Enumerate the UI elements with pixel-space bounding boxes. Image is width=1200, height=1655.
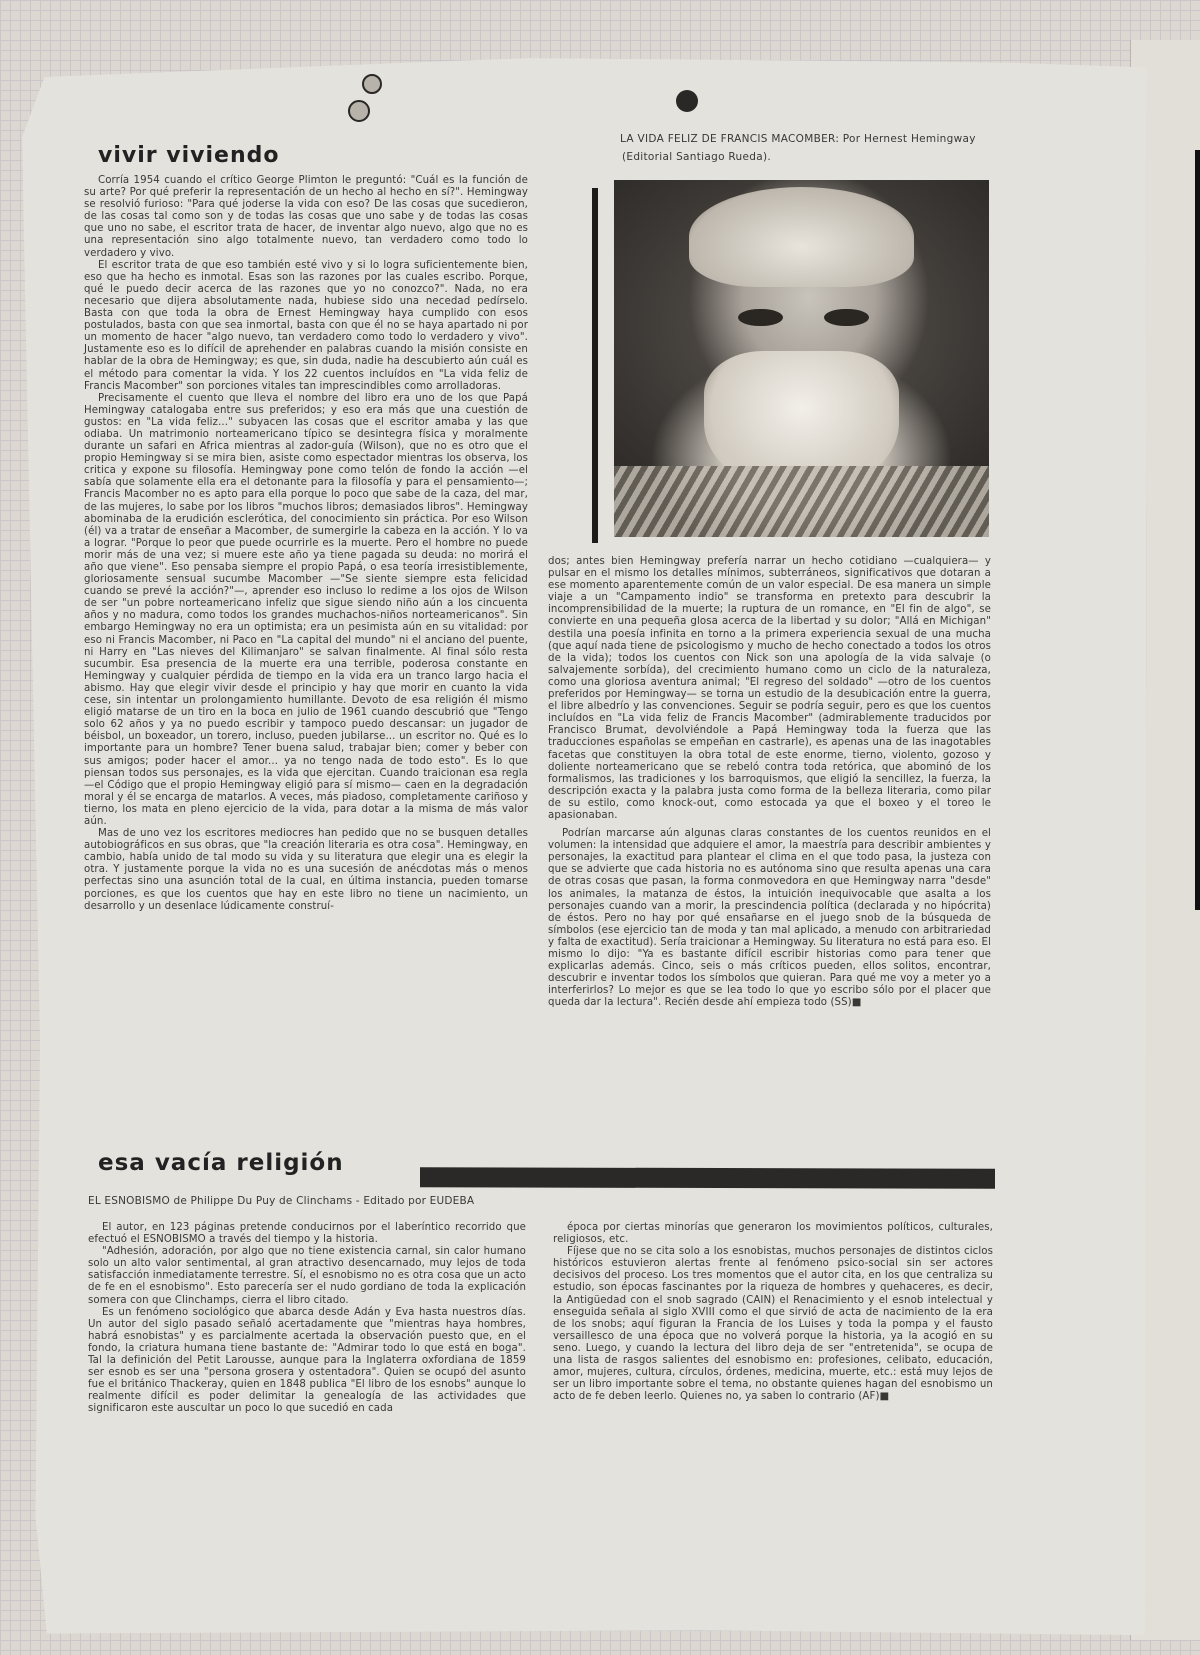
- article1-left-column: [84, 175, 528, 913]
- article1-right-paragraph: Podrían marcarse aún algunas claras constantes de los cuentos reunidos en el volumen: la intensidad que adquiere el amor, la maestría para describir ambientes y personajes, la exactitud para plantear el clima en el que todo pasa, la justeza con que se advierte que cada historia no es autónoma sino que resulta apenas una cara de otras cosas que pasan, la forma conmovedora en que Hemingway narra "desde" los animales, la matanza de éstos, la intuición inequivocable que asalta a los personajes cuando van a morir, la prescindencia política (declarada y no hipócrita) de éstos. Pero no hay por qué ensañarse en el juego snob de la búsqueda de símbolos (ese ejercicio tan de moda y tan mal aplicado, a menudo con arbitrariedad y falta de exactitud). Sería traicionar a Hemingway. Su literatura no está para eso. El mismo lo dijo: "Ya es bastante difícil escribir historias como para tener que explicarlas además. Cinco, seis o más críticos pueden, ellos solitos, encontrar, descubrir e inventar todos los símbolos que quieran. Para qué me voy a meter yo a interferirlos? Lo mejor es que se lea todo lo que yo escribo sólo por el placer que queda dar la lectura". Recién desde ahí empieza todo (SS)■: [548, 828, 991, 1009]
- article2-paragraph: El autor, en 123 páginas pretende conducirnos por el laberíntico recorrido que efectuó el ESNOBISMO a través del tiempo y la historia.: [88, 1222, 526, 1246]
- article1-title: vivir viviendo: [98, 143, 280, 168]
- article2-right-column: [553, 1222, 993, 1403]
- article2-subtitle: EL ESNOBISMO de Philippe Du Puy de Clinchams - Editado por EUDEBA: [88, 1195, 475, 1207]
- punch-hole-top: [362, 74, 382, 94]
- photo-left-eye: [738, 309, 783, 327]
- article1-paragraph: Corría 1954 cuando el crítico George Plimton le preguntó: "Cuál es la función de su arte? Por qué preferir la representación de un hecho al hecho en sí?". Hemingway se resolvió furioso: "Para qué joderse la vida con eso? De las cosas que sucedieron, de las cosas tal como son y de todas las cosas que uno sabe y de todas las cosas que uno no sabe, el escritor trata de hacer, de inventar algo nuevo, algo que no es una representación sino algo totalmente nuevo, tan verdadero como todo lo verdadero y vivo.: [84, 175, 528, 259]
- article1-paragraph: Precisamente el cuento que lleva el nombre del libro era uno de los que Papá Hemingway catalogaba entre sus preferidos; y eso era más que una cuestión de gustos: en "La vida feliz..." subyacen las cosas que el escritor amaba y las que odiaba. Un matrimonio norteamericano típico se desintegra física y moralmente durante un safari en Africa mientras al zador-guía (Wilson), que no es otro que el propio Hemingway si se mira bien, asiste como espectador mientras los observa, los critica y expone su filosofía. Hemingway pone como telón de fondo la acción —el sabía que solamente ella era el detonante para la filosofía y para el pensamiento—; Francis Macomber no es apto para ella porque lo poco que sabe de la caza, del mar, de las mujeres, lo sabe por los libros "muchos libros; demasiados libros". Hemingway abominaba de la erudición esclerótica, del conocimiento sin práctica. Por eso Wilson (él) va a tratar de enseñar a Macomber, de sumergirle la cabeza en la acción. Y lo va a lograr. "Porque lo peor que puede ocurrirle es la muerte. Pero el hombre no puede morir más de una vez; si muere este año ya tiene pagada su deuda: no morirá el año que viene". Eso pensaba siempre el propio Papá, o esa teoría irresistiblemente, gloriosamente sensual sucumbe Macomber —"Se siente siempre esta felicidad cuando se prevé la acción?"—, aprender eso incluso lo redime a los ojos de Wilson de ser "un pobre norteamericano infeliz que sigue siendo niño aún a los cincuenta años y no madura, como todos los grandes muchachos-niños norteamericanos". Sin embargo Hemingway no era un optimista; era un pesimista aún en su vitalidad: por eso ni Francis Macomber, ni Paco en "La capital del mundo" ni el anciano del puente, ni Harry en "Las nieves del Kilimanjaro" se salvan finalmente. Al final sólo resta sucumbir. Esa presencia de la muerte era una terrible, poderosa constante en Hemingway y cualquier pérdida de tiempo en la vida era un tranco largo hacia el abismo. Hay que elegir vivir desde el principio y hay que morir en cuanto la vida cese, sin intentar un prolongamiento humillante. Devoto de esa religión él mismo eligió matarse de un tiro en la boca en julio de 1961 cuando descubrió que "Tengo solo 62 años y ya no puedo escribir y tampoco puedo descansar: un jugador de béisbol, un boxeador, un torero, incluso, pueden jubilarse... un escritor no. Qué es lo importante para un hombre? Tener buena salud, trabajar bien; comer y beber con sus amigos; poder hacer el amor... ya no tengo nada de todo esto". Es lo que piensan todos sus personajes, es la vida que ejercitan. Cuando traicionan esa regla —el Código que el propio Hemingway eligió para sí mismo— caen en la degradación moral y él se encarga de matarlos. A veces, más piadoso, completamente cariñoso y tierno, los mata en pleno ejercicio de la vida, para dotar a la misma de más valor aún.: [84, 392, 528, 827]
- photo-right-eye: [824, 309, 869, 327]
- photo-sweater: [614, 466, 989, 537]
- article1-paragraph: El escritor trata de que eso también esté vivo y si lo logra suficientemente bien, eso que ha hecho es inmotal. Esas son las razones por las cuales escribo. Porque, qué le puedo decir acerca de las razones que yo no conozco?". Nada, no era necesario que dijera absolutamente nada, hubiese sido una necedad pedírselo. Basta con que toda la obra de Ernest Hemingway haya cumplido con esos postulados, basta con que sea inmortal, basta con que él no se haya apartado ni por un momento de hacer "algo nuevo, tan verdadero como todo lo verdadero y vivo". Justamente eso es lo difícil de aprehender en palabras cuando la misión consiste en hablar de la obra de Hemingway; es que, sin duda, nadie ha descubierto aún cuál es el método para comentar la vida. Y los 22 cuentos incluídos en "La vida feliz de Francis Macomber" son porciones vitales tan imprescindibles como arrolladoras.: [84, 259, 528, 392]
- article2-right-paragraph: época por ciertas minorías que generaron los movimientos políticos, culturales, religiosos, etc.: [553, 1222, 993, 1246]
- punch-hole-middle: [348, 100, 370, 122]
- article2-paragraph: Es un fenómeno sociológico que abarca desde Adán y Eva hasta nuestros días. Un autor del siglo pasado señaló acertadamente que "mientras haya hombres, habrá esnobistas" y es parcialmente acertada la observación puesto que, en el fondo, la criatura humana tiene bastante de: "Admirar todo lo que está en boga". Tal la definición del Petit Larousse, aunque para la Inglaterra oxfordiana de 1859 ser esnob es ser una "persona grosera y ostentadora". Quien se ocupó del asunto fue el británico Thackeray, quien en 1848 publica "El libro de los esnobs" aunque lo realmente difícil es poder delimitar la genealogía de las actividades que significaron este auscultar un poco lo que sucedió en cada: [88, 1306, 526, 1415]
- book-caption: [620, 130, 1140, 166]
- punch-hole-right: [676, 90, 698, 112]
- article2-left-column: [88, 1222, 526, 1416]
- article2-right-paragraph: Fíjese que no se cita solo a los esnobistas, muchos personajes de distintos ciclos históricos estuvieron alertas frente al fenómeno psico-social sin ser actores decisivos del proceso. Los tres momentos que el autor cita, en los que centraliza su estudio, son épocas fascinantes por la riqueza de hombres y quehaceres, es decir, la Antigüedad con el snob sagrado (CAIN) el Renacimiento y el esnob intelectual y enseguida señala al siglo XVIII como el que sirvió de acta de nacimiento de la era de los snobs; aquí figuran la Francia de los Luises y toda la pompa y el fausto versaillesco de una época que no volverá porque la historia, ya la acogió en su seno. Luego, y cuando la lectura del libro deja de ser "entretenida", se ocupa de una lista de rasgos salientes del esnobismo en: profesiones, celibato, educación, amor, mujeres, cultura, círculos, órdenes, medicina, muerte, etc.: está muy lejos de ser un libro importante sobre el tema, no obstante quienes hagan del esnobismo un acto de fe deben leerlo. Quienes no, ya saben lo contrario (AF)■: [553, 1246, 993, 1403]
- article2-heading-rule: [420, 1167, 995, 1189]
- photo-hair: [689, 187, 914, 287]
- article2-title: esa vacía religión: [98, 1150, 344, 1176]
- photo-side-bar: [592, 188, 598, 543]
- article1-right-column: [548, 556, 991, 1009]
- book-caption-line1: LA VIDA FELIZ DE FRANCIS MACOMBER: Por Hernest Hemingway: [620, 133, 976, 145]
- hemingway-portrait-photo: [614, 180, 989, 537]
- article1-paragraph: Mas de uno vez los escritores mediocres han pedido que no se busquen detalles autobiográficos en sus obras, que "la creación literaria es otra cosa". Hemingway, en cambio, había unido de tal modo su vida y su literatura que elegir una es elegir la otra. Y justamente porque la vida no es una sucesión de anécdotas más o menos perfectas sino una asunción total de la cual, en última instancia, pueden tomarse porciones, es que los cuentos que hay en este libro no tiene un nacimiento, un desarrollo y un desenlace lúdicamente construí-: [84, 828, 528, 912]
- adjacent-sheet-black-bar: [1195, 150, 1200, 910]
- book-caption-line2: (Editorial Santiago Rueda).: [622, 151, 771, 163]
- article1-right-paragraph: dos; antes bien Hemingway prefería narrar un hecho cotidiano —cualquiera— y pulsar en el mismo los detalles mínimos, subterráneos, significativos que dotaran a ese momento aparentemente común de un valor especial. De esa manera un simple viaje a un "Campamento indio" se transforma en pretexto para descubrir la incomprensibilidad de la muerte; la ruptura de un romance, en "El fin de algo", se convierte en una pequeña glosa acerca de la libertad y su dolor; "Allá en Michigan" destila una poesía infinita en torno a la primera experiencia sexual de una mucha (que aquí nada tiene de psicologismo y mucho de hecho conectado a todos los otros de la vida); todos los cuentos con Nick son una apología de la vida salvaje (o salvajemente sorbída), del crecimiento humano como un ciclo de la naturaleza, como una gloriosa aventura animal; "El regreso del soldado" —otro de los cuentos preferidos por Hemingway— se torna un estudio de la desubicación entre la guerra, el libre albedrío y las convenciones. Seguir se podría seguir, pero es que los cuentos incluídos en "La vida feliz de Francis Macomber" (admirablemente traducidos por Francisco Brumat, devolviéndole a Papá Hemingway toda la fuerza que las traducciones españolas se empeñan en castrarle), es apenas una de las inagotables facetas que constituyen la obra total de este enorme, tierno, violento, gozoso y doliente norteamericano que se rebeló contra toda retórica, que abominó de los formalismos, las tradiciones y los barroquismos, que eligió la sencillez, la fuerza, la descripción exacta y la palabra justa como forma de la belleza literaria, como pilar de su estilo, como knock-out, como estocada ya que el boxeo y el toreo le apasionaban.: [548, 556, 991, 821]
- article2-paragraph: "Adhesión, adoración, por algo que no tiene existencia carnal, sin calor humano solo un alto valor sentimental, al gran atractivo desencarnado, muy lejos de toda satisfacción inmediatamente terrestre. Sí, el esnobismo no es otra cosa que un acto de fe en el esnobismo". Esto parecería ser el nudo gordiano de toda la explicación somera con que Clinchamps, cierra el libro citado.: [88, 1246, 526, 1306]
